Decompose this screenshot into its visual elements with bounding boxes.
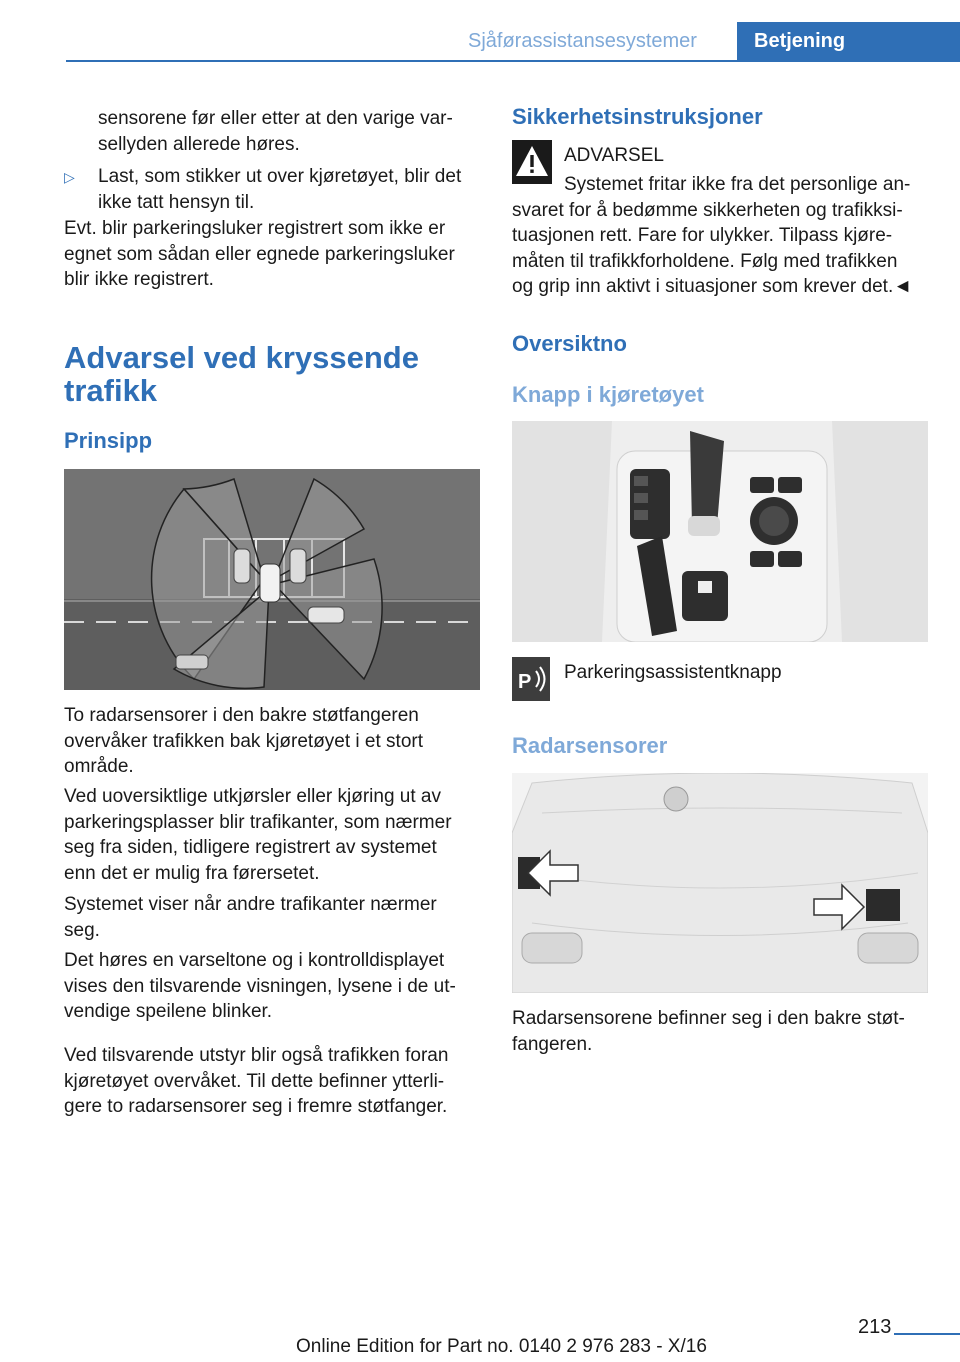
paragraph-system-shows (64, 892, 484, 943)
paragraph-line: egnet som sådan eller egnede parkeringsluker (64, 243, 455, 265)
warning-text-line: og grip inn aktivt i situasjoner som krever det.◄ (512, 276, 913, 297)
button-heading: Knapp i kjøretøyet (512, 382, 704, 407)
center-console-image (512, 421, 928, 642)
paragraph-line: Det høres en varseltone og i kontrolldisplayet (64, 950, 445, 971)
overview-heading: Oversiktno (512, 331, 627, 356)
paragraph-front-sensors (64, 1043, 484, 1120)
principle-illustration (64, 469, 480, 690)
bumper-illustration (512, 773, 928, 993)
continued-line-1: sensorene før eller etter at den varige var- (98, 108, 453, 129)
paragraph-line: gere to radarsensorer seg i fremre støtfanger. (64, 1096, 448, 1117)
paragraph-line: fangeren. (512, 1033, 593, 1055)
footer-rule (894, 1333, 960, 1335)
section-heading (64, 341, 419, 407)
triangle-bullet-icon: ▷ (64, 169, 75, 185)
paragraph-line: område. (64, 756, 134, 777)
paragraph-line: Ved tilsvarende utstyr blir også trafikken foran (64, 1045, 449, 1066)
warning-text-line: Systemet fritar ikke fra det personlige an- (564, 174, 911, 195)
warning-text-line: måten til trafikkforholdene. Følg med trafikken (512, 250, 898, 272)
radar-coverage-diagram (64, 469, 480, 690)
paragraph-line: To radarsensorer i den bakre støtfangeren (64, 705, 419, 726)
paragraph-warning-tone (64, 948, 484, 1025)
paragraph-parking-slots (64, 216, 484, 293)
list-item (64, 164, 484, 216)
svg-text:P: P (518, 671, 532, 693)
chapter-tab-label: Betjening (754, 30, 846, 52)
paragraph-line: enn det er mulig fra førersetet. (64, 862, 320, 884)
parking-assistant-icon (512, 657, 550, 701)
paragraph-line: Evt. blir parkeringsluker registrert som ikke er (64, 218, 446, 239)
list-item-line-2: ikke tatt hensyn til. (98, 192, 255, 213)
paragraph-line: Ved uoversiktlige utkjørsler eller kjøring ut av (64, 786, 441, 807)
paragraph-line: kjøretøyet overvåket. Til dette befinner ytterli- (64, 1070, 445, 1092)
subheading-prinsipp: Prinsipp (64, 428, 153, 453)
warning-text-line: tuasjonen rett. Fare for ulykker. Tilpass kjøre- (512, 225, 893, 246)
radar-heading: Radarsensorer (512, 733, 668, 758)
rear-bumper-image (512, 773, 928, 993)
console-illustration (512, 421, 928, 642)
warning-text (512, 172, 932, 300)
paragraph-line: vendige speilene blinker. (64, 1001, 273, 1022)
header-rule (66, 60, 960, 62)
paragraph-line: blir ikke registrert. (64, 269, 214, 290)
warning-label: ADVARSEL (564, 145, 664, 166)
paragraph-radar (64, 703, 484, 780)
radar-text (512, 1006, 932, 1057)
paragraph-line: vises den tilsvarende visningen, lysene i de ut- (64, 975, 456, 997)
section-heading-line-1: Advarsel ved kryssende (64, 340, 419, 375)
chapter-tab (737, 22, 960, 62)
section-heading-line-2: trafikk (64, 373, 158, 408)
running-section-title: Sjåførassistansesystemer (468, 30, 697, 52)
list-item-line-1: Last, som stikker ut over kjøretøyet, blir det (98, 166, 462, 187)
paragraph-line: seg. (64, 919, 100, 941)
paragraph-exits (64, 784, 484, 886)
edition-note: Online Edition for Part no. 0140 2 976 283 - X/16 (296, 1336, 707, 1357)
paragraph-line: parkeringsplasser blir trafikanter, som nærmer (64, 811, 452, 833)
paragraph-line: seg fra siden, tidligere registrert av systemet (64, 837, 437, 858)
continued-line-2: sellyden allerede høres. (98, 134, 300, 155)
warning-text-line: svaret for å bedømme sikkerheten og trafikksi- (512, 199, 903, 221)
paragraph-line: overvåker trafikken bak kjøretøyet i et stort (64, 730, 424, 752)
paragraph-line: Radarsensorene befinner seg i den bakre støt- (512, 1008, 905, 1029)
safety-heading: Sikkerhetsinstruksjoner (512, 104, 763, 129)
page-number: 213 (858, 1316, 892, 1338)
button-caption: Parkeringsassistentknapp (564, 662, 782, 683)
paragraph-line: Systemet viser når andre trafikanter nærmer (64, 894, 437, 915)
